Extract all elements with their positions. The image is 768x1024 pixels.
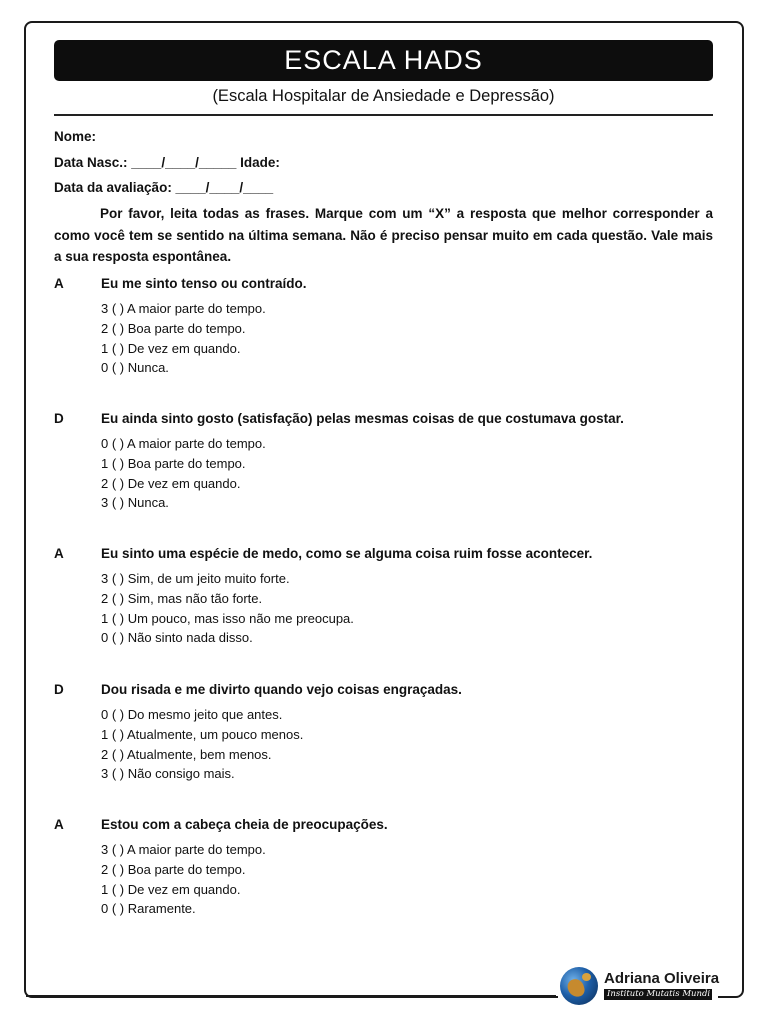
option[interactable]: 3 ( ) Não consigo mais. (101, 766, 235, 782)
logo (558, 965, 718, 1007)
divider (54, 114, 713, 116)
question-type: A (54, 817, 64, 832)
option[interactable]: 3 ( ) A maior parte do tempo. (101, 842, 266, 857)
option[interactable]: 3 ( ) A maior parte do tempo. (101, 301, 266, 316)
instructions (54, 203, 713, 268)
logo-tagline: Instituto Mutatis Mundi (604, 989, 712, 1000)
question-type: A (54, 276, 64, 291)
evaluation-date-field: Data da avaliação: ____/____/____ (54, 180, 274, 195)
footer-divider (26, 995, 556, 997)
question-type: D (54, 682, 64, 697)
option[interactable]: 3 ( ) Nunca. (101, 495, 169, 511)
question-type: D (54, 411, 64, 426)
question-text: Eu me sinto tenso ou contraído. (101, 276, 307, 291)
page-title: ESCALA HADS (284, 45, 483, 75)
question-text: Estou com a cabeça cheia de preocupações. (101, 817, 388, 832)
option[interactable]: 1 ( ) Atualmente, um pouco menos. (101, 726, 304, 742)
title-bar (54, 40, 713, 81)
page-subtitle: (Escala Hospitalar de Ansiedade e Depressão) (212, 87, 555, 105)
question-3 (54, 546, 713, 648)
option[interactable]: 0 ( ) Do mesmo jeito que antes. (101, 707, 283, 722)
instructions-text: Por favor, leita todas as frases. Marque com um “X” a resposta que melhor corresponder a como você tem se sentido na última semana. Não é preciso pensar muito em cada questão. Vale mais a sua resposta espontânea. (54, 206, 713, 264)
question-text: Dou risada e me divirto quando vejo coisas engraçadas. (101, 682, 462, 697)
question-text: Eu sinto uma espécie de medo, como se alguma coisa ruim fosse acontecer. (101, 546, 593, 561)
option[interactable]: 1 ( ) Boa parte do tempo. (101, 455, 246, 471)
question-type: A (54, 546, 64, 561)
option[interactable]: 1 ( ) De vez em quando. (101, 340, 241, 356)
option[interactable]: 2 ( ) Atualmente, bem menos. (101, 746, 272, 762)
option[interactable]: 3 ( ) Sim, de um jeito muito forte. (101, 571, 290, 586)
option[interactable]: 1 ( ) De vez em quando. (101, 881, 241, 897)
option[interactable]: 0 ( ) Nunca. (101, 360, 169, 376)
option[interactable]: 0 ( ) Raramente. (101, 901, 196, 917)
question-5 (54, 817, 713, 919)
question-4 (54, 682, 713, 784)
question-text: Eu ainda sinto gosto (satisfação) pelas mesmas coisas de que costumava gostar. (101, 411, 624, 426)
option[interactable]: 2 ( ) Boa parte do tempo. (101, 861, 246, 877)
option[interactable]: 0 ( ) Não sinto nada disso. (101, 630, 253, 646)
name-field: Nome: (54, 129, 97, 144)
option[interactable]: 2 ( ) Boa parte do tempo. (101, 320, 246, 336)
option[interactable]: 1 ( ) Um pouco, mas isso não me preocupa. (101, 610, 354, 626)
option[interactable]: 2 ( ) Sim, mas não tão forte. (101, 590, 263, 606)
question-2 (54, 411, 713, 513)
option[interactable]: 0 ( ) A maior parte do tempo. (101, 436, 266, 451)
logo-name: Adriana Oliveira (604, 970, 720, 987)
option[interactable]: 2 ( ) De vez em quando. (101, 475, 241, 491)
question-1 (54, 276, 713, 378)
globe-icon (560, 967, 598, 1005)
birth-date-field: Data Nasc.: ____/____/_____ Idade: (54, 155, 280, 170)
